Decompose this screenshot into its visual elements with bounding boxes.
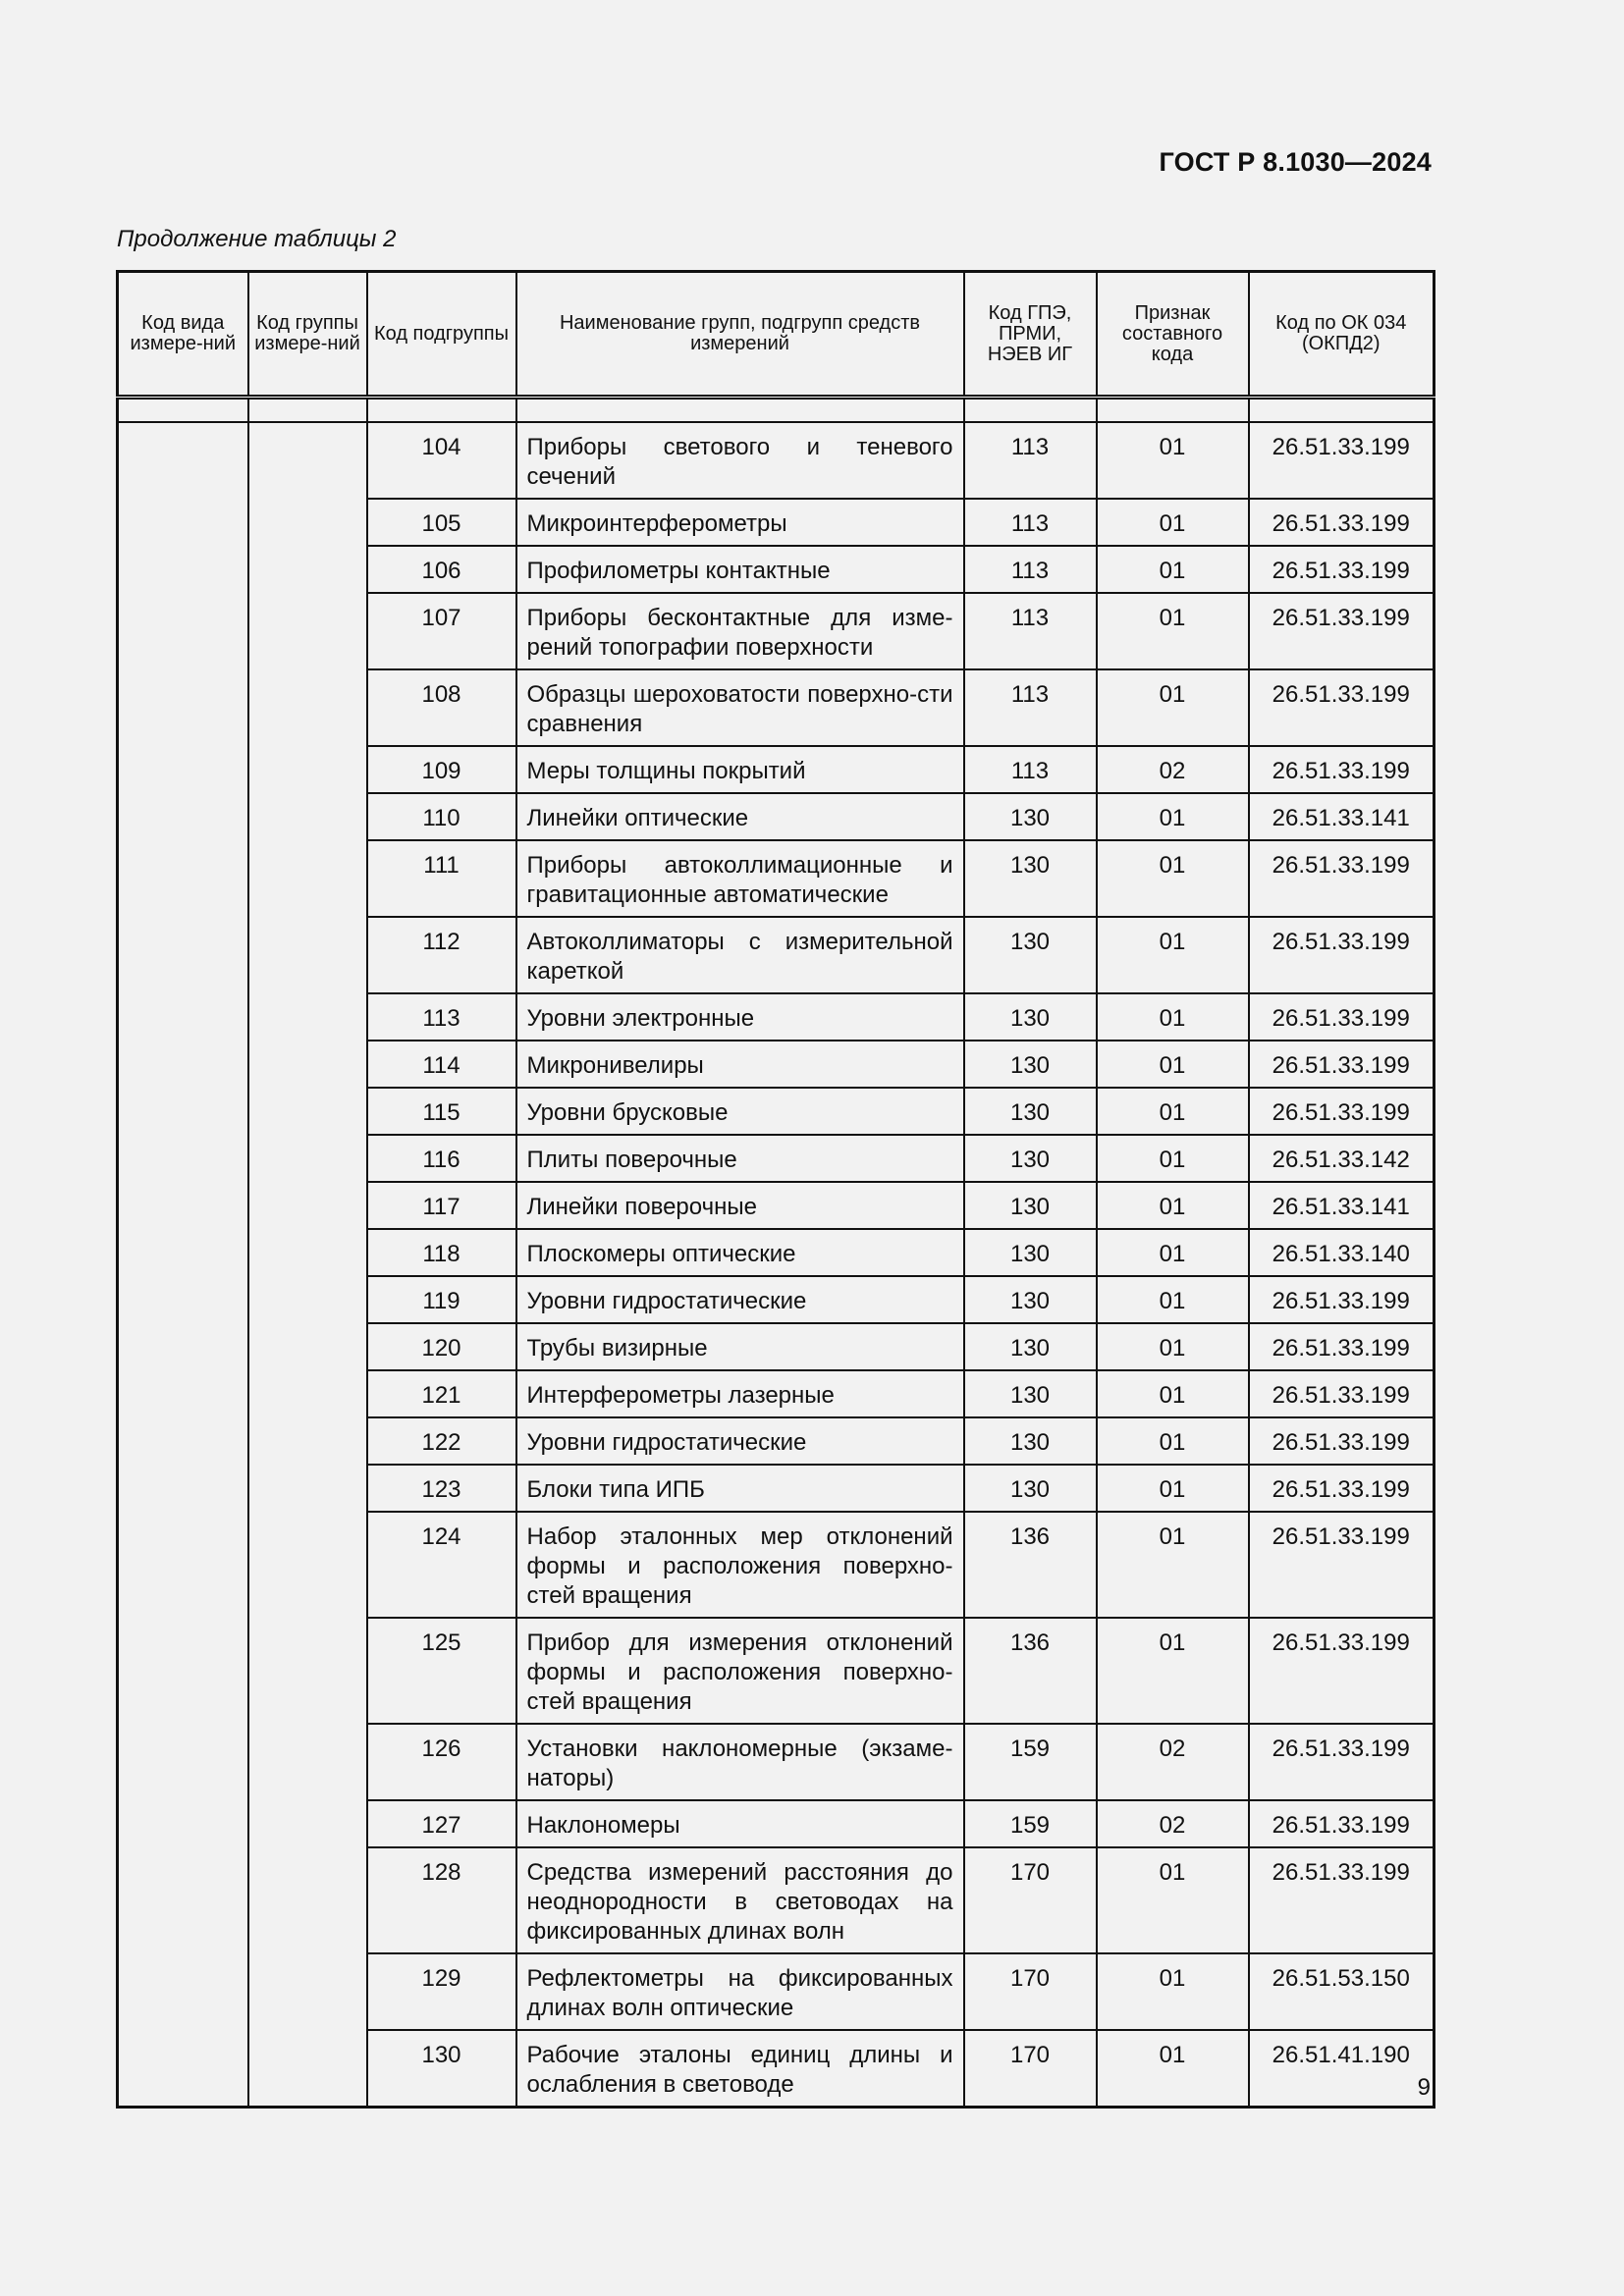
composite-sign-cell: 01 [1097, 793, 1249, 840]
okpd2-code-cell: 26.51.41.190 [1249, 2030, 1435, 2108]
table-body [118, 398, 1435, 2108]
separator-cell [118, 398, 248, 423]
group-code-cell [248, 422, 367, 2108]
subgroup-code-cell: 110 [367, 793, 516, 840]
header-composite-sign: Признак составного кода [1097, 272, 1249, 398]
okpd2-code-cell: 26.51.33.199 [1249, 746, 1435, 793]
subgroup-code-cell: 113 [367, 993, 516, 1041]
measurement-groups-table [116, 270, 1435, 2109]
gpe-code-cell: 130 [964, 1088, 1097, 1135]
group-name-cell: Линейки поверочные [516, 1182, 964, 1229]
gpe-code-cell: 159 [964, 1724, 1097, 1800]
group-name-cell: Трубы визирные [516, 1323, 964, 1370]
okpd2-code-cell: 26.51.33.199 [1249, 422, 1435, 499]
gpe-code-cell: 130 [964, 1417, 1097, 1465]
gpe-code-cell: 130 [964, 840, 1097, 917]
okpd2-code-cell: 26.51.33.199 [1249, 1276, 1435, 1323]
table-row [118, 422, 1435, 499]
gpe-code-cell: 113 [964, 546, 1097, 593]
gpe-code-cell: 136 [964, 1512, 1097, 1618]
composite-sign-cell: 01 [1097, 1229, 1249, 1276]
composite-sign-cell: 01 [1097, 1323, 1249, 1370]
subgroup-code-cell: 108 [367, 669, 516, 746]
group-name-cell: Рабочие эталоны единиц длины и ослабления в световоде [516, 2030, 964, 2108]
subgroup-code-cell: 125 [367, 1618, 516, 1724]
okpd2-code-cell: 26.51.33.199 [1249, 546, 1435, 593]
gpe-code-cell: 170 [964, 1953, 1097, 2030]
separator-cell [1249, 398, 1435, 423]
subgroup-code-cell: 119 [367, 1276, 516, 1323]
group-name-cell: Установки наклономерные (экзаме-наторы) [516, 1724, 964, 1800]
subgroup-code-cell: 118 [367, 1229, 516, 1276]
group-name-cell: Приборы светового и теневого сечений [516, 422, 964, 499]
okpd2-code-cell: 26.51.33.199 [1249, 1041, 1435, 1088]
composite-sign-cell: 01 [1097, 546, 1249, 593]
gpe-code-cell: 170 [964, 1847, 1097, 1953]
gpe-code-cell: 130 [964, 1135, 1097, 1182]
group-name-cell: Интерферометры лазерные [516, 1370, 964, 1417]
subgroup-code-cell: 121 [367, 1370, 516, 1417]
okpd2-code-cell: 26.51.33.199 [1249, 1465, 1435, 1512]
okpd2-code-cell: 26.51.33.199 [1249, 1088, 1435, 1135]
subgroup-code-cell: 122 [367, 1417, 516, 1465]
composite-sign-cell: 01 [1097, 499, 1249, 546]
group-name-cell: Плиты поверочные [516, 1135, 964, 1182]
header-subgroup-code: Код подгруппы [367, 272, 516, 398]
okpd2-code-cell: 26.51.53.150 [1249, 1953, 1435, 2030]
subgroup-code-cell: 114 [367, 1041, 516, 1088]
okpd2-code-cell: 26.51.33.141 [1249, 793, 1435, 840]
okpd2-code-cell: 26.51.33.199 [1249, 993, 1435, 1041]
gpe-code-cell: 113 [964, 669, 1097, 746]
gpe-code-cell: 113 [964, 499, 1097, 546]
header-group-code: Код группы измере-ний [248, 272, 367, 398]
subgroup-code-cell: 111 [367, 840, 516, 917]
kind-code-cell [118, 422, 248, 2108]
composite-sign-cell: 01 [1097, 840, 1249, 917]
header-separator-row [118, 398, 1435, 423]
okpd2-code-cell: 26.51.33.199 [1249, 1370, 1435, 1417]
composite-sign-cell: 01 [1097, 1618, 1249, 1724]
gpe-code-cell: 130 [964, 917, 1097, 993]
group-name-cell: Профилометры контактные [516, 546, 964, 593]
okpd2-code-cell: 26.51.33.140 [1249, 1229, 1435, 1276]
subgroup-code-cell: 117 [367, 1182, 516, 1229]
group-name-cell: Образцы шероховатости поверхно-сти сравнения [516, 669, 964, 746]
composite-sign-cell: 01 [1097, 2030, 1249, 2108]
group-name-cell: Уровни брусковые [516, 1088, 964, 1135]
subgroup-code-cell: 116 [367, 1135, 516, 1182]
gpe-code-cell: 113 [964, 746, 1097, 793]
okpd2-code-cell: 26.51.33.199 [1249, 593, 1435, 669]
group-name-cell: Приборы бесконтактные для изме-рений топографии поверхности [516, 593, 964, 669]
header-kind-code: Код вида измере-ний [118, 272, 248, 398]
group-name-cell: Рефлектометры на фиксированных длинах волн оптические [516, 1953, 964, 2030]
okpd2-code-cell: 26.51.33.199 [1249, 1417, 1435, 1465]
gpe-code-cell: 170 [964, 2030, 1097, 2108]
composite-sign-cell: 01 [1097, 1512, 1249, 1618]
group-name-cell: Плоскомеры оптические [516, 1229, 964, 1276]
gpe-code-cell: 130 [964, 1370, 1097, 1417]
composite-sign-cell: 01 [1097, 1088, 1249, 1135]
okpd2-code-cell: 26.51.33.199 [1249, 1323, 1435, 1370]
okpd2-code-cell: 26.51.33.199 [1249, 499, 1435, 546]
subgroup-code-cell: 128 [367, 1847, 516, 1953]
subgroup-code-cell: 126 [367, 1724, 516, 1800]
composite-sign-cell: 01 [1097, 1953, 1249, 2030]
okpd2-code-cell: 26.51.33.199 [1249, 669, 1435, 746]
table-header-row [118, 272, 1435, 398]
okpd2-code-cell: 26.51.33.199 [1249, 1800, 1435, 1847]
gpe-code-cell: 130 [964, 1465, 1097, 1512]
subgroup-code-cell: 129 [367, 1953, 516, 2030]
group-name-cell: Уровни гидростатические [516, 1417, 964, 1465]
group-name-cell: Автоколлиматоры с измерительной кареткой [516, 917, 964, 993]
group-name-cell: Линейки оптические [516, 793, 964, 840]
okpd2-code-cell: 26.51.33.199 [1249, 1847, 1435, 1953]
gpe-code-cell: 130 [964, 1041, 1097, 1088]
gpe-code-cell: 130 [964, 993, 1097, 1041]
subgroup-code-cell: 123 [367, 1465, 516, 1512]
composite-sign-cell: 01 [1097, 1847, 1249, 1953]
composite-sign-cell: 02 [1097, 1724, 1249, 1800]
group-name-cell: Набор эталонных мер отклонений формы и расположения поверхно-стей вращения [516, 1512, 964, 1618]
okpd2-code-cell: 26.51.33.199 [1249, 1724, 1435, 1800]
subgroup-code-cell: 104 [367, 422, 516, 499]
separator-cell [248, 398, 367, 423]
gpe-code-cell: 136 [964, 1618, 1097, 1724]
gpe-code-cell: 113 [964, 422, 1097, 499]
group-name-cell: Меры толщины покрытий [516, 746, 964, 793]
group-name-cell: Прибор для измерения отклонений формы и расположения поверхно-стей вращения [516, 1618, 964, 1724]
header-ok034-code: Код по ОК 034 (ОКПД2) [1249, 272, 1435, 398]
okpd2-code-cell: 26.51.33.199 [1249, 840, 1435, 917]
header-gpe-code: Код ГПЭ, ПРМИ, НЭЕВ ИГ [964, 272, 1097, 398]
table-caption: Продолжение таблицы 2 [117, 226, 397, 252]
composite-sign-cell: 01 [1097, 1135, 1249, 1182]
composite-sign-cell: 01 [1097, 1182, 1249, 1229]
composite-sign-cell: 01 [1097, 1417, 1249, 1465]
gpe-code-cell: 130 [964, 1229, 1097, 1276]
composite-sign-cell: 01 [1097, 1041, 1249, 1088]
gpe-code-cell: 130 [964, 1182, 1097, 1229]
okpd2-code-cell: 26.51.33.199 [1249, 917, 1435, 993]
separator-cell [964, 398, 1097, 423]
subgroup-code-cell: 105 [367, 499, 516, 546]
composite-sign-cell: 01 [1097, 1370, 1249, 1417]
group-name-cell: Наклономеры [516, 1800, 964, 1847]
composite-sign-cell: 01 [1097, 917, 1249, 993]
subgroup-code-cell: 124 [367, 1512, 516, 1618]
okpd2-code-cell: 26.51.33.199 [1249, 1512, 1435, 1618]
group-name-cell: Приборы автоколлимационные и гравитационные автоматические [516, 840, 964, 917]
composite-sign-cell: 02 [1097, 1800, 1249, 1847]
subgroup-code-cell: 109 [367, 746, 516, 793]
separator-cell [367, 398, 516, 423]
subgroup-code-cell: 120 [367, 1323, 516, 1370]
gpe-code-cell: 130 [964, 1276, 1097, 1323]
composite-sign-cell: 01 [1097, 422, 1249, 499]
okpd2-code-cell: 26.51.33.142 [1249, 1135, 1435, 1182]
subgroup-code-cell: 115 [367, 1088, 516, 1135]
composite-sign-cell: 02 [1097, 746, 1249, 793]
gpe-code-cell: 130 [964, 1323, 1097, 1370]
group-name-cell: Микроинтерферометры [516, 499, 964, 546]
document-code: ГОСТ Р 8.1030—2024 [1159, 147, 1432, 177]
gpe-code-cell: 130 [964, 793, 1097, 840]
group-name-cell: Уровни гидростатические [516, 1276, 964, 1323]
group-name-cell: Микронивелиры [516, 1041, 964, 1088]
separator-cell [1097, 398, 1249, 423]
group-name-cell: Уровни электронные [516, 993, 964, 1041]
gpe-code-cell: 113 [964, 593, 1097, 669]
subgroup-code-cell: 130 [367, 2030, 516, 2108]
separator-cell [516, 398, 964, 423]
okpd2-code-cell: 26.51.33.141 [1249, 1182, 1435, 1229]
subgroup-code-cell: 127 [367, 1800, 516, 1847]
composite-sign-cell: 01 [1097, 993, 1249, 1041]
composite-sign-cell: 01 [1097, 1276, 1249, 1323]
okpd2-code-cell: 26.51.33.199 [1249, 1618, 1435, 1724]
composite-sign-cell: 01 [1097, 1465, 1249, 1512]
group-name-cell: Средства измерений расстояния до неоднородности в световодах на фиксированных длинах волн [516, 1847, 964, 1953]
subgroup-code-cell: 107 [367, 593, 516, 669]
subgroup-code-cell: 112 [367, 917, 516, 993]
gpe-code-cell: 159 [964, 1800, 1097, 1847]
page-number: 9 [1417, 2074, 1431, 2101]
group-name-cell: Блоки типа ИПБ [516, 1465, 964, 1512]
composite-sign-cell: 01 [1097, 669, 1249, 746]
header-name: Наименование групп, подгрупп средств измерений [516, 272, 964, 398]
composite-sign-cell: 01 [1097, 593, 1249, 669]
subgroup-code-cell: 106 [367, 546, 516, 593]
